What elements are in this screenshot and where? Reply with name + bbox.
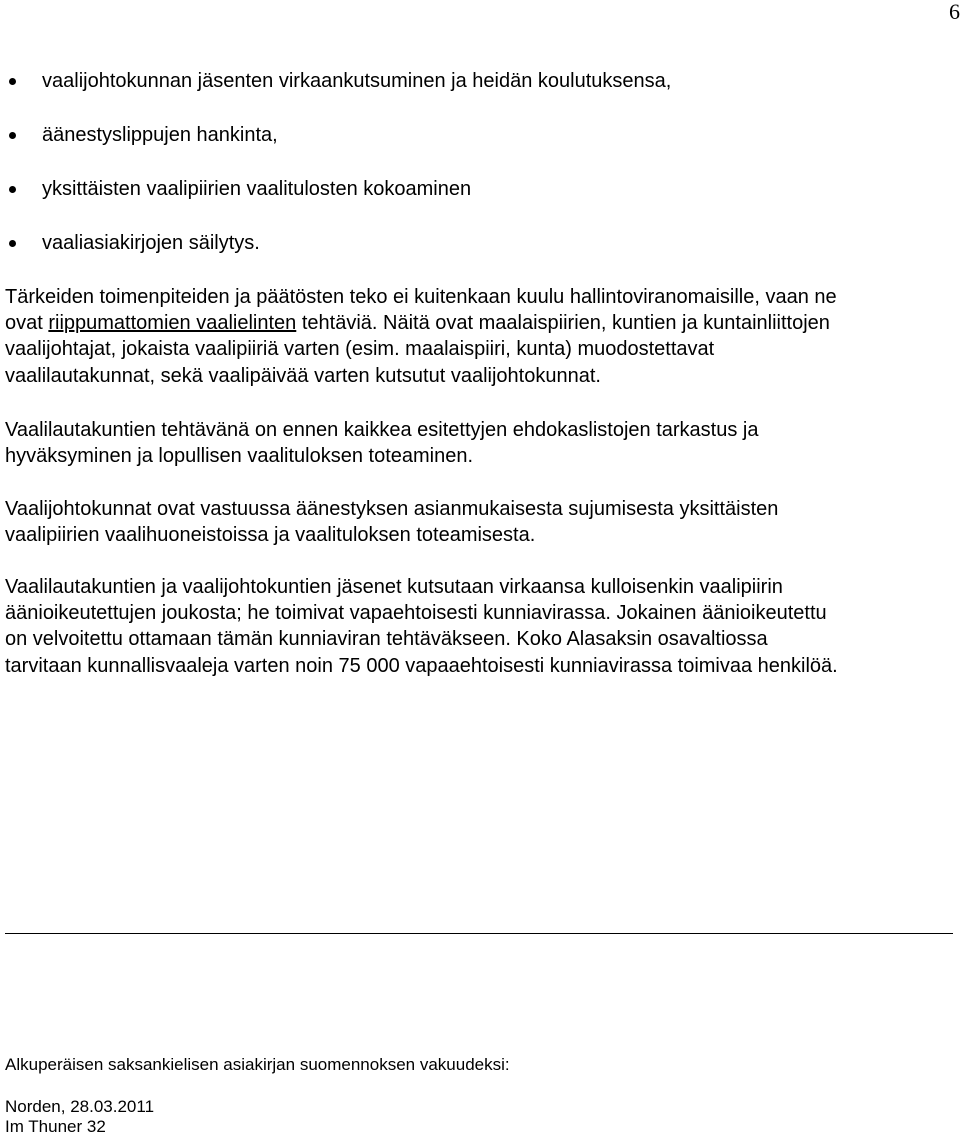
bullet-list xyxy=(0,68,960,284)
text-span: tehtäviä. Näitä ovat maalaispiirien, kuntien ja kuntainliittojen xyxy=(296,312,830,335)
paragraph-members xyxy=(5,574,957,679)
certification-text: Alkuperäisen saksankielisen asiakirjan suomennoksen vakuudeksi: xyxy=(5,1055,510,1074)
place-date: Norden, 28.03.2011 xyxy=(5,1097,155,1116)
paragraph-electoral-bodies xyxy=(5,284,957,389)
bullet-icon xyxy=(9,78,16,85)
paragraph-line: Vaalilautakuntien tehtävänä on ennen kaikkea esitettyjen ehdokaslistojen tarkastus ja xyxy=(5,419,759,441)
address: Im Thuner 32 xyxy=(5,1117,106,1136)
paragraph-line: vaalilautakunnat, sekä vaalipäivää varten kutsutut vaalijohtokunnat. xyxy=(5,364,601,387)
paragraph-line: vaalipiirien vaalihuoneistoissa ja vaalituloksen toteamisesta. xyxy=(5,524,536,547)
list-item xyxy=(0,122,960,176)
bullet-icon xyxy=(9,132,16,139)
list-item-text: vaalijohtokunnan jäsenten virkaankutsuminen ja heidän koulutuksensa, xyxy=(42,70,672,92)
paragraph-line: vaalijohtajat, jokaista vaalipiiriä varten (esim. maalaispiiri, kunta) muodostettavat xyxy=(5,338,715,361)
paragraph-line: tarvitaan kunnallisvaaleja varten noin 75 000 vapaaehtoisesti kunniavirassa toimivaa henkilöä. xyxy=(5,654,838,677)
paragraph-line: äänioikeutettujen joukosta; he toimivat vapaehtoisesti kunniavirassa. Jokainen äänioikeutettu xyxy=(5,602,827,625)
page-number: 6 xyxy=(949,0,960,24)
paragraph-election-committees xyxy=(5,417,957,469)
list-item xyxy=(0,230,960,284)
list-item xyxy=(0,68,960,122)
paragraph-line: on velvoitettu ottamaan tämän kunniaviran tehtäväkseen. Koko Alasaksin osavaltiossa xyxy=(5,628,768,651)
signature-line xyxy=(5,933,953,934)
list-item-text: vaaliasiakirjojen säilytys. xyxy=(42,232,260,254)
paragraph-line: hyväksyminen ja lopullisen vaalituloksen toteaminen. xyxy=(5,445,474,468)
paragraph-polling-boards xyxy=(5,496,957,548)
paragraph-line xyxy=(5,310,957,336)
bullet-icon xyxy=(9,186,16,193)
text-span: ovat xyxy=(5,312,49,335)
list-item xyxy=(0,176,960,230)
list-item-text: yksittäisten vaalipiirien vaalitulosten kokoaminen xyxy=(42,178,472,200)
list-item-text: äänestyslippujen hankinta, xyxy=(42,124,278,146)
bullet-icon xyxy=(9,240,16,247)
underlined-term: riippumattomien vaalielinten xyxy=(48,312,297,335)
paragraph-line: Tärkeiden toimenpiteiden ja päätösten teko ei kuitenkaan kuulu hallintoviranomaisille, vaan ne xyxy=(5,286,837,308)
paragraph-line: Vaalijohtokunnat ovat vastuussa äänestyksen asianmukaisesta sujumisesta yksittäisten xyxy=(5,498,779,520)
paragraph-line: Vaalilautakuntien ja vaalijohtokuntien jäsenet kutsutaan virkaansa kulloisenkin vaalipiirin xyxy=(5,576,783,598)
